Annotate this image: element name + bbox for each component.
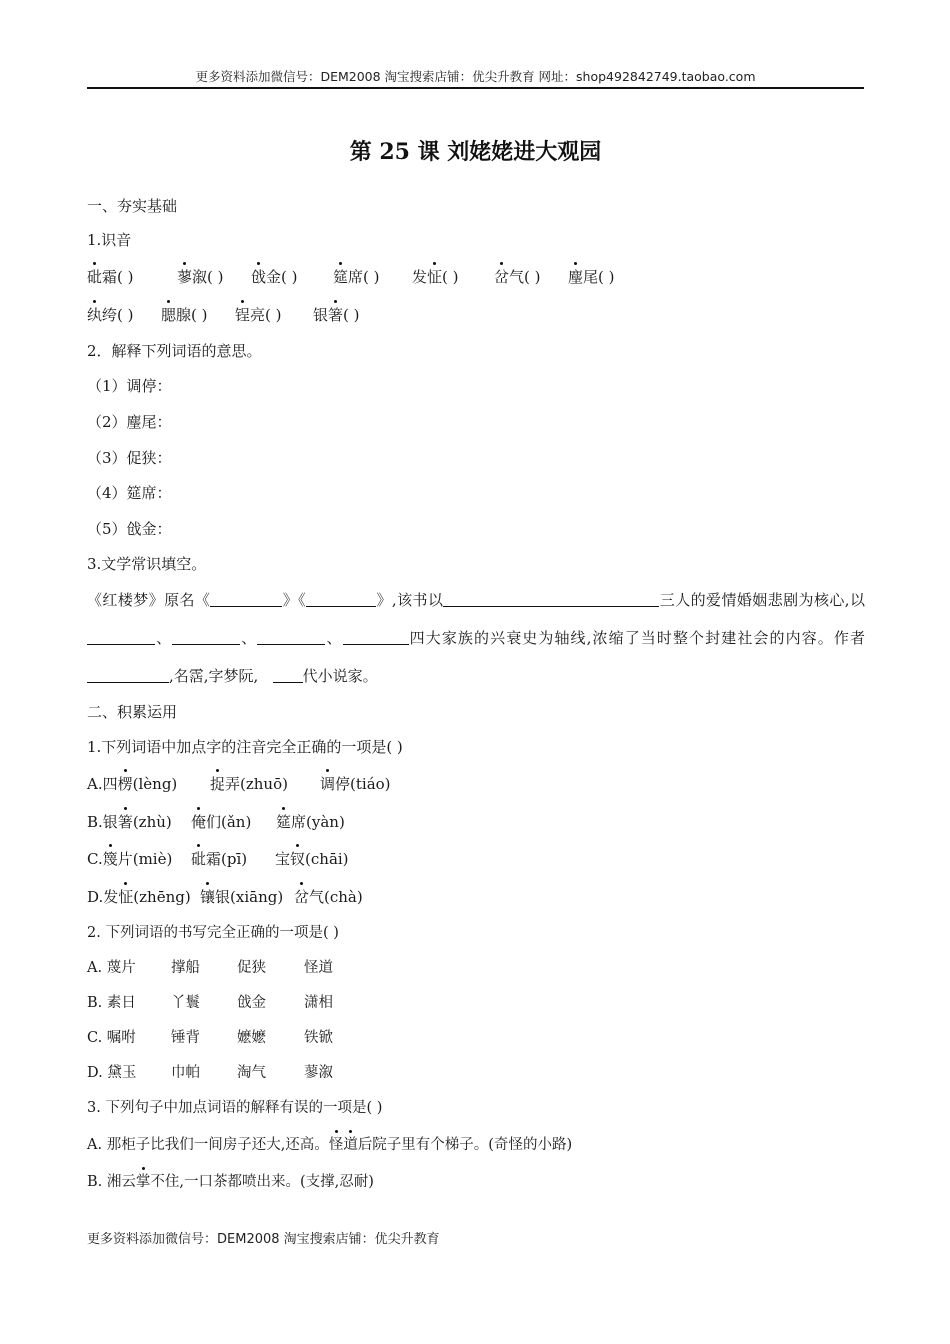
lesson-title: 第 25 课 刘姥姥进大观园: [349, 139, 602, 165]
answer-blank[interactable]: [306, 590, 376, 607]
q1-label: 1.识音: [87, 231, 132, 249]
page-footer: 更多资料添加微信号：DEM2008 淘宝搜索店铺：优尖升教育: [87, 1232, 440, 1247]
mc-option-a[interactable]: A.四楞(lèng) 捉弄(zhuō) 调停(tiáo): [87, 775, 391, 793]
definition-item: （3）促狭：: [87, 449, 172, 467]
mc-option-b[interactable]: B. 素日 丫鬟 戗金 潇相: [87, 995, 333, 1011]
word-item: 腮腺( ): [161, 306, 208, 324]
definition-item: （1）调停：: [87, 377, 172, 395]
word-item: 砒霜( ): [87, 268, 134, 286]
pronunciation-row-1: [87, 267, 865, 287]
q2-label: 2．解释下列词语的意思。: [87, 342, 262, 360]
answer-blank[interactable]: [87, 666, 169, 683]
answer-blank[interactable]: [87, 628, 155, 645]
mc-option-d[interactable]: D. 黛玉 巾帕 淘气 蓼溆: [87, 1065, 333, 1081]
answer-blank[interactable]: [443, 590, 659, 607]
mc-option-a[interactable]: A. 那柜子比我们一间房子还大,还高。怪道后院子里有个梯子。(奇怪的小路): [87, 1137, 573, 1153]
mc-question-3: 3. 下列句子中加点词语的解释有误的一项是( ): [87, 1100, 383, 1116]
mc-option-b[interactable]: B. 湘云掌不住,一口茶都喷出来。(支撑,忍耐): [87, 1174, 374, 1190]
header-divider: [87, 87, 864, 89]
mc-option-a[interactable]: A. 蔑片 撑船 促狭 怪道: [87, 960, 333, 976]
word-item: 岔气( ): [494, 268, 541, 286]
answer-blank[interactable]: [257, 628, 325, 645]
literature-fill-paragraph: 《红楼梦》原名《 》《 》,该书以 三人的爱情婚姻悲剧为核心,以、 、 、 四大家族的兴衰史为轴线,浓缩了当时整个封建社会的内容。作者,名霑,字梦阮, 代小说家。: [87, 591, 865, 685]
page-header: 更多资料添加微信号：DEM2008 淘宝搜索店铺：优尖升教育 网址：shop492842749.taobao.com: [195, 69, 756, 84]
answer-blank[interactable]: [273, 666, 303, 683]
answer-blank[interactable]: [210, 590, 282, 607]
answer-blank[interactable]: [343, 628, 409, 645]
mc-option-d[interactable]: D.发怔(zhēng) 镶银(xiāng) 岔气(chà): [87, 888, 363, 906]
mc-option-b[interactable]: B.银箸(zhù) 俺们(ǎn) 筵席(yàn): [87, 813, 345, 831]
answer-blank[interactable]: [172, 628, 240, 645]
definition-item: （2）麈尾：: [87, 413, 172, 431]
section-1-heading: 一、夯实基础: [87, 197, 178, 215]
definition-item: （5）戗金：: [87, 520, 172, 538]
word-item: 戗金( ): [251, 268, 298, 286]
mc-question-1: 1.下列词语中加点字的注音完全正确的一项是( ): [87, 738, 403, 756]
word-item: 发怔( ): [412, 268, 459, 286]
word-item: 纨绔( ): [87, 306, 134, 324]
word-item: 锃亮( ): [235, 306, 282, 324]
word-item: 蓼溆( ): [177, 268, 224, 286]
mc-option-c[interactable]: C. 嘱咐 锤背 嬷嬷 铁锨: [87, 1030, 333, 1046]
word-item: 麈尾( ): [568, 268, 615, 286]
word-item: 筵席( ): [333, 268, 380, 286]
word-item: 银箸( ): [313, 306, 360, 324]
pronunciation-row-2: [87, 305, 865, 325]
mc-question-2: 2. 下列词语的书写完全正确的一项是( ): [87, 925, 339, 941]
definition-item: （4）筵席：: [87, 484, 172, 502]
q3-label: 3.文学常识填空。: [87, 555, 207, 573]
mc-option-c[interactable]: C.篾片(miè) 砒霜(pī) 宝钗(chāi): [87, 850, 349, 868]
section-2-heading: 二、积累运用: [87, 703, 178, 721]
